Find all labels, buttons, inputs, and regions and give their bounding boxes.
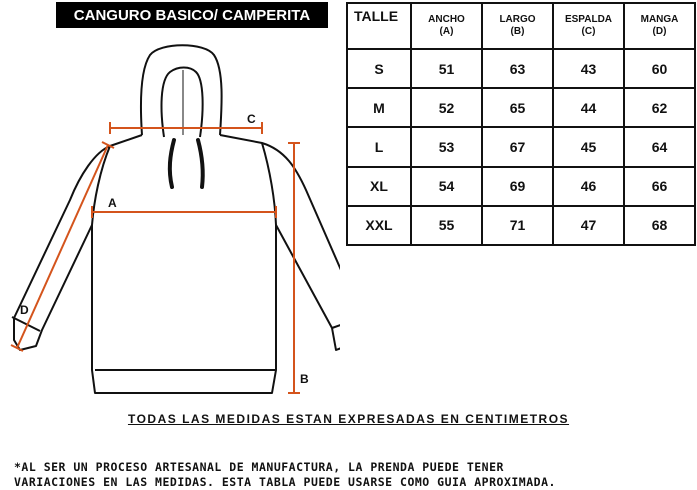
table-row: [347, 49, 695, 88]
value-cell: 66: [624, 167, 695, 206]
label-b: B: [300, 372, 309, 386]
page-title: CANGURO BASICO/ CAMPERITA: [56, 2, 328, 28]
label-a: A: [108, 196, 117, 210]
value-cell: 53: [411, 127, 482, 166]
value-cell: 54: [411, 167, 482, 206]
right-cuff: [332, 318, 340, 328]
disclaimer-note: *AL SER UN PROCESO ARTESANAL DE MANUFACTURA, LA PRENDA PUEDE TENER VARIACIONES EN LAS MEDIDAS. ESTA TABLA PUEDE USARSE COMO GUIA APROXIMADA.: [14, 460, 556, 489]
value-cell: 47: [553, 206, 624, 245]
right-drawstring: [198, 140, 203, 187]
value-cell: 68: [624, 206, 695, 245]
table-row: [347, 127, 695, 166]
table-header-row: [347, 3, 695, 49]
size-cell: S: [347, 49, 411, 88]
value-cell: 63: [482, 49, 553, 88]
table-row: [347, 206, 695, 245]
value-cell: 67: [482, 127, 553, 166]
size-cell: M: [347, 88, 411, 127]
body-outline: [14, 135, 340, 393]
size-cell: XXL: [347, 206, 411, 245]
size-cell: XL: [347, 167, 411, 206]
units-note: TODAS LAS MEDIDAS ESTAN EXPRESADAS EN CENTIMETROS: [127, 412, 570, 426]
header-largo: LARGO (B): [482, 3, 553, 49]
header-talle: TALLE: [347, 3, 411, 49]
value-cell: 69: [482, 167, 553, 206]
header-ancho: ANCHO (A): [411, 3, 482, 49]
size-table: [346, 2, 696, 246]
value-cell: 55: [411, 206, 482, 245]
value-cell: 71: [482, 206, 553, 245]
header-manga: MANGA (D): [624, 3, 695, 49]
label-d: D: [20, 303, 29, 317]
value-cell: 44: [553, 88, 624, 127]
table-row: [347, 167, 695, 206]
hood-outline: [141, 45, 222, 135]
size-cell: L: [347, 127, 411, 166]
label-c: C: [247, 112, 256, 126]
value-cell: 64: [624, 127, 695, 166]
table-row: [347, 88, 695, 127]
measure-line-d: [11, 142, 114, 351]
value-cell: 43: [553, 49, 624, 88]
left-drawstring: [170, 140, 174, 187]
value-cell: 60: [624, 49, 695, 88]
header-espalda: ESPALDA (C): [553, 3, 624, 49]
hood-inner: [162, 68, 203, 138]
value-cell: 51: [411, 49, 482, 88]
hoodie-diagram: [0, 30, 340, 400]
measure-line-c: [110, 122, 262, 134]
value-cell: 52: [411, 88, 482, 127]
value-cell: 45: [553, 127, 624, 166]
value-cell: 65: [482, 88, 553, 127]
value-cell: 46: [553, 167, 624, 206]
measure-line-b: [288, 143, 300, 393]
value-cell: 62: [624, 88, 695, 127]
measure-line-a: [92, 206, 276, 218]
